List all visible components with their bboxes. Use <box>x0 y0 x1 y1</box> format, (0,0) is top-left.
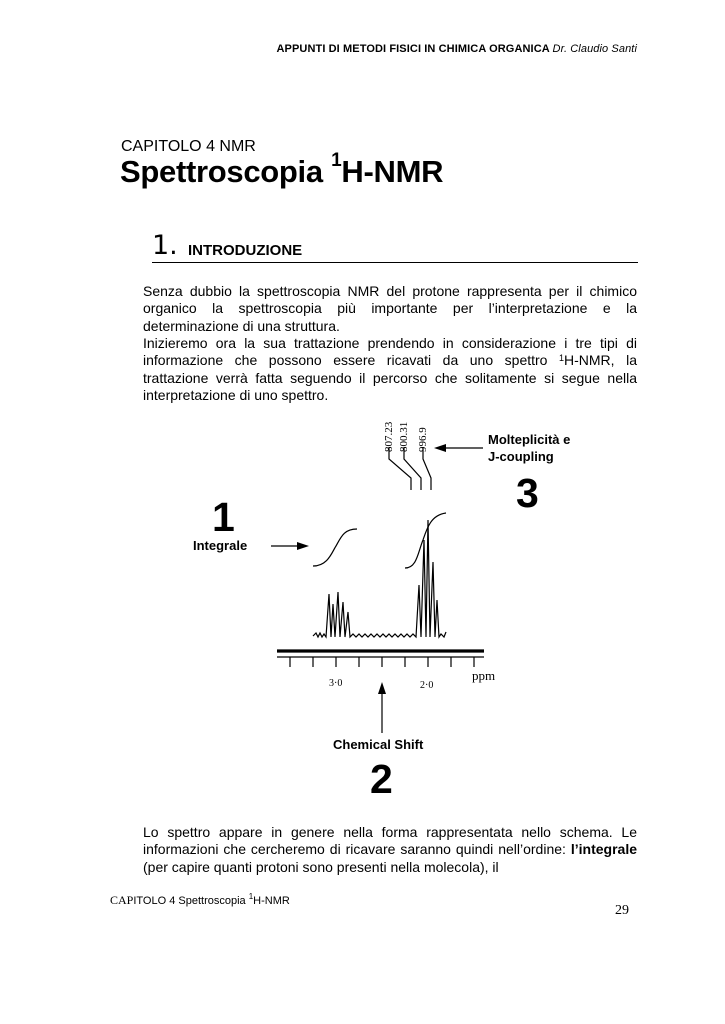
footer-text-pre: ITOLO 4 Spettroscopia <box>133 895 249 907</box>
running-header-author: Dr. Claudio Santi <box>552 43 637 55</box>
intro-paragraph-2-post: H-NMR, la trattazione verrà fatta seguendo il percorso che solitamente si segue nella interpretazione di uno spettro. <box>143 352 637 403</box>
chapter-title-superscript: 1 <box>331 150 342 171</box>
chapter-title-post: H-NMR <box>341 154 444 189</box>
intro-paragraph-2-pre: Inizieremo ora la sua trattazione prendendo in considerazione i tre tipi di informazione che possono essere ricavati da uno spettro <box>143 335 637 369</box>
axis-tick-label: 2·0 <box>420 680 434 691</box>
integral-arrow <box>271 542 309 550</box>
page-footer <box>110 893 290 908</box>
ppm-axis <box>277 651 484 667</box>
chemical-shift-label: Chemical Shift <box>333 737 424 752</box>
closing-paragraph-pre: Lo spettro appare in genere nella forma rappresentata nello schema. Le informazioni che cercheremo di ricavare saranno quindi nell’ordine: <box>143 824 637 858</box>
peak-freq-label: 800.31 <box>398 421 410 452</box>
multiplicity-step-number: 3 <box>516 470 539 516</box>
closing-paragraph <box>143 824 637 876</box>
section-number: 1. <box>152 230 178 261</box>
integral-label: Integrale <box>193 538 248 553</box>
chapter-label: CAPITOLO 4 NMR <box>121 138 256 155</box>
chemical-shift-arrow <box>378 682 386 733</box>
axis-unit-label: ppm <box>472 668 496 683</box>
multiplicity-arrow <box>434 444 483 452</box>
footer-text-post: H-NMR <box>253 895 290 907</box>
integral-curve-left <box>313 529 357 566</box>
peak-freq-label: 996.9 <box>417 427 429 452</box>
footer-cap: CAP <box>110 893 134 907</box>
multiplicity-label-line2: J-coupling <box>488 449 554 464</box>
closing-paragraph-bold: l’integrale <box>570 841 637 858</box>
integral-curve-right <box>405 513 446 568</box>
axis-tick-label: 3·0 <box>329 678 343 689</box>
integral-step-number: 1 <box>212 494 235 540</box>
page-number: 29 <box>615 903 629 918</box>
peak-freq-label: 807.23 <box>383 421 395 452</box>
section-title: INTRODUZIONE <box>188 242 303 259</box>
chemical-shift-step-number: 2 <box>370 756 393 802</box>
spectrum-trace <box>313 520 446 637</box>
intro-paragraph-1: Senza dubbio la spettroscopia NMR del protone rappresenta per il chimico organico la spettroscopia più importante per l’interpretazione e la determinazione di una struttura. <box>143 283 637 334</box>
multiplicity-label-line1: Molteplicità e <box>488 432 571 447</box>
peak-connector-lines <box>389 447 431 490</box>
closing-paragraph-post: (per capire quanti protoni sono presenti nella molecola), il <box>143 858 499 875</box>
running-header-title: APPUNTI DI METODI FISICI IN CHIMICA ORGANICA <box>276 43 550 55</box>
footer-superscript: 1 <box>248 892 254 901</box>
chapter-title-pre: Spettroscopia <box>120 154 332 189</box>
intro-paragraph-2-superscript: 1 <box>559 353 565 364</box>
